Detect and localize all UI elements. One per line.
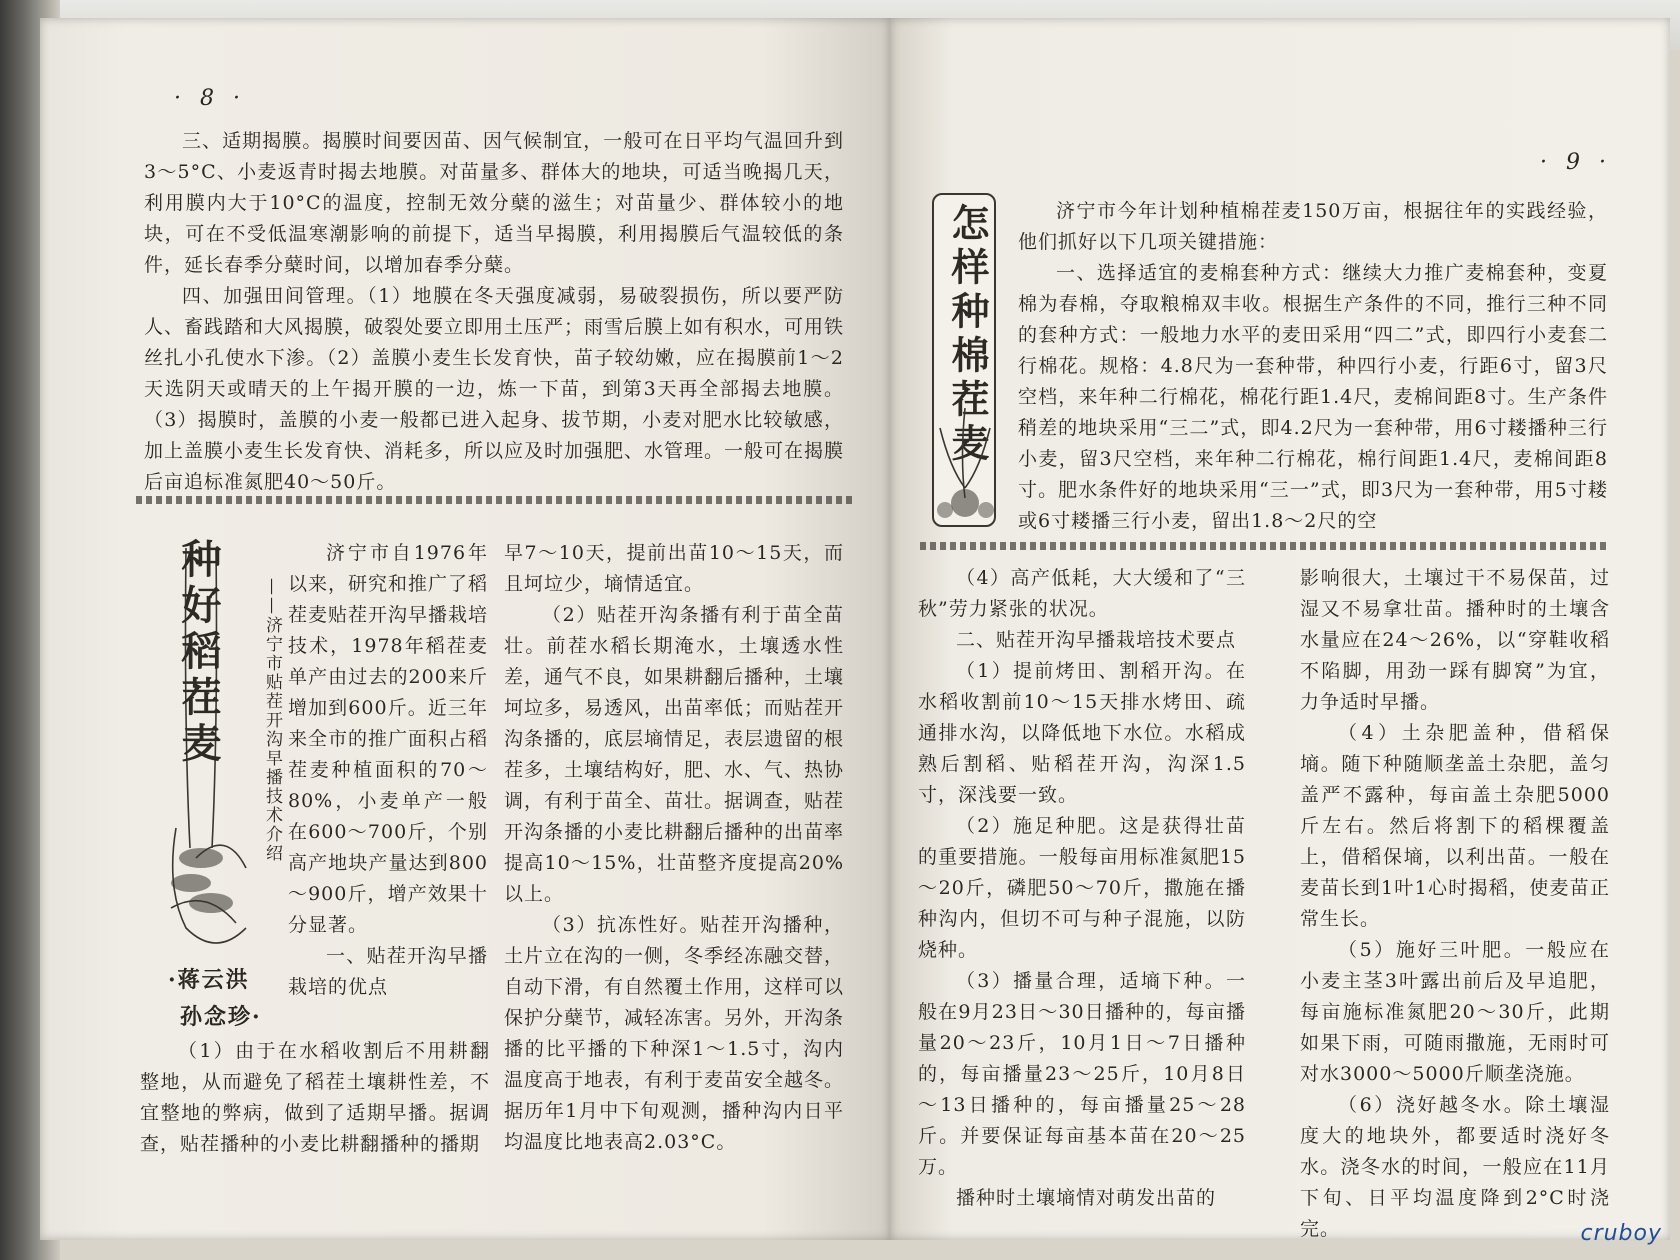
technique-2: （2）施足种肥。这是获得壮苗的重要措施。一般每亩用标准氮肥15～20斤，磷肥50～70斤，撒施在播种沟内，但切不可与种子混施，以防烧种。 xyxy=(918,815,1246,961)
intro-paragraph: 济宁市自1976年以来，研究和推广了稻茬麦贴茬开沟早播栽培技术，1978年稻茬麦单产由过去的200来斤增加到600斤。近三年来全市的推广面积占稻茬麦种植面积的70～80%，小麦单产一般在600～700斤，个别高产地块产量达到800～900斤，增产效果十分显著。 xyxy=(288,542,489,936)
section-heading-techniques: 二、贴茬开沟早播栽培技术要点 xyxy=(956,629,1237,651)
advantage-4: （4）高产低耗，大大缓和了“三秋”劳力紧张的状况。 xyxy=(918,567,1246,620)
left-top-text xyxy=(144,126,844,498)
right-top-text xyxy=(1018,196,1608,537)
technique-4: （4）土杂肥盖种，借稻保墒。随下种随顺垄盖土杂肥，盖匀盖严不露种，每亩盖土杂肥5000斤左右。然后将割下的稻棵覆盖上，借稻保墒，以利出苗。一般在麦苗长到1叶1心时揭稻，使麦苗正常生长。 xyxy=(1300,722,1610,930)
right-col2 xyxy=(1300,563,1610,1240)
watermark: cruboy xyxy=(1580,1221,1662,1246)
section-divider xyxy=(920,542,1610,550)
paragraph-uncover-timing: 三、适期揭膜。揭膜时间要因苗、因气候制宜，一般可在日平均气温回升到3～5°C、小麦返青时揭去地膜。对苗量多、群体大的地块，可适当晚揭几天，利用膜内大于10°C的温度，控制无效分蘖的滋生；对苗量少、群体较小的地块，可在不受低温寒潮影响的前提下，适当早揭膜，利用揭膜后气温较低的条件，延长春季分蘖时间，以增加春季分蘖。 xyxy=(144,130,844,276)
author-2: 孙念珍· xyxy=(180,1004,262,1030)
advantage-2: （2）贴茬开沟条播有利于苗全苗壮。前茬水稻长期淹水，土壤透水性差，通气不良，如果耕翻后播种，土壤坷垃多，易透风，出苗率低；而贴茬开沟条播的，底层墒情足，表层遗留的根茬多，土壤结构好，肥、水、气、热协调，有利于苗全、苗壮。据调查，贴茬开沟条播的小麦比耕翻后播种的出苗率提高10～15%，壮苗整齐度提高20%以上。 xyxy=(504,604,845,905)
article-title-cotton-stubble-wheat: 怎样种棉茬麦 xyxy=(945,203,990,467)
advantage-1-cont: 早7～10天，提前出苗10～15天，而且坷垃少，墒情适宜。 xyxy=(504,542,844,595)
technique-3-end: 影响很大，土壤过干不易保苗，过湿又不易拿壮苗。播种时的土壤含水量应在24～26%，以“穿鞋收稻不陷脚，用劲一踩有脚窝”为宜，力争适时早播。 xyxy=(1300,567,1610,713)
article-title-rice-stubble-wheat: 种好稻茬麦 xyxy=(175,538,222,768)
technique-5: （5）施好三叶肥。一般应在小麦主茎3叶露出前后及早追肥，每亩施标准氮肥20～30斤，此期如果下雨，可随雨撒施，无雨时可对水3000～5000斤顺垄浇施。 xyxy=(1300,939,1610,1085)
wheat-cotton-illustration xyxy=(920,408,1010,528)
left-page xyxy=(40,18,890,1240)
page-number-9: · 9 · xyxy=(1540,150,1612,175)
advantage-3: （3）抗冻性好。贴茬开沟播种，土片立在沟的一侧，冬季经冻融交替，自动下滑，有自然覆土作用，这样可以保护分蘖节，减轻冻害。另外，开沟条播的比平播的下种深1～1.5寸，沟内温度高于地表，有利于麦苗安全越冬。据历年1月中下旬观测，播种沟内日平均温度比地表高2.03°C。 xyxy=(504,914,845,1153)
left-col1-intro xyxy=(288,538,488,1003)
paragraph-field-management: 四、加强田间管理。（1）地膜在冬天强度减弱，易破裂损伤，所以要严防人、畜践踏和大风揭膜，破裂处要立即用土压严；雨雪后膜上如有积水，可用铁丝扎小孔使水下渗。（2）盖膜小麦生长发育快，苗子较幼嫩，应在揭膜前1～2天选阴天或晴天的上午揭开膜的一边，炼一下苗，到第3天再全部揭去地膜。（3）揭膜时，盖膜的小麦一般都已进入起身、拔节期，小麦对肥水比较敏感，加上盖膜小麦生长发育快、消耗多，所以应及时加强肥、水管理。一般可在揭膜后亩追标准氮肥40～50斤。 xyxy=(144,285,845,493)
technique-6: （6）浇好越冬水。除土壤湿度大的地块外，都要适时浇好冬水。浇冬水的时间，一般应在11月下旬、日平均温度降到2°C时浇完。 xyxy=(1300,1094,1610,1240)
technique-3-cont: 播种时土壤墒情对萌发出苗的 xyxy=(956,1187,1217,1209)
author-1: ·蒋云洪 xyxy=(168,967,250,993)
left-col1-bottom xyxy=(140,1036,490,1160)
section-heading-advantages: 一、贴茬开沟早播栽培的优点 xyxy=(288,945,488,998)
article-subtitle: ——济宁市贴茬开沟早播技术介绍 xyxy=(262,578,282,863)
page-number-8: · 8 · xyxy=(174,86,246,111)
advantage-1: （1）由于在水稻收割后不用耕翻整地，从而避免了稻茬土壤耕性差，不宜整地的弊病，做到了适期早播。据调查，贴茬播种的小麦比耕翻播种的播期 xyxy=(140,1040,490,1155)
right-col1 xyxy=(918,563,1246,1214)
intro-paragraph: 济宁市今年计划种植棉茬麦150万亩，根据往年的实践经验，他们抓好以下几项关键措施： xyxy=(1018,200,1608,253)
section-divider xyxy=(136,496,856,504)
technique-1: （1）提前烤田、割稻开沟。在水稻收割前10～15天排水烤田、疏通排水沟，以降低地下水位。水稻成熟后割稻、贴稻茬开沟，沟深1.5寸，深浅要一致。 xyxy=(918,660,1246,806)
intercropping-methods: 一、选择适宜的麦棉套种方式：继续大力推广麦棉套种，变夏棉为春棉，夺取粮棉双丰收。根据生产条件的不同，推行三种不同的套种方式：一般地力水平的麦田采用“四二”式，即四行小麦套二行棉花。规格：4.8尺为一套种带，种四行小麦，行距6寸，留3尺空档，来年种二行棉花，棉花行距1.4尺，麦棉间距8寸。生产条件稍差的地块采用“三二”式，即4.2尺为一套种带，用6寸耧播种三行小麦，留3尺空档，来年种二行棉花，棉行间距1.4尺，麦棉间距8寸。肥水条件好的地块采用“三一”式，即3尺为一套种带，用5寸耧或6寸耧播三行小麦，留出1.8～2尺的空 xyxy=(1018,262,1608,532)
right-page xyxy=(890,18,1670,1240)
left-col2 xyxy=(504,538,844,1158)
technique-3: （3）播量合理，适墒下种。一般在9月23日～30日播种的，每亩播量20～23斤，10月1日～7日播种的，每亩播量23～25斤，10月8日～13日播种的，每亩播量25～28斤。并要保证每亩基本苗在20～25万。 xyxy=(918,970,1246,1178)
